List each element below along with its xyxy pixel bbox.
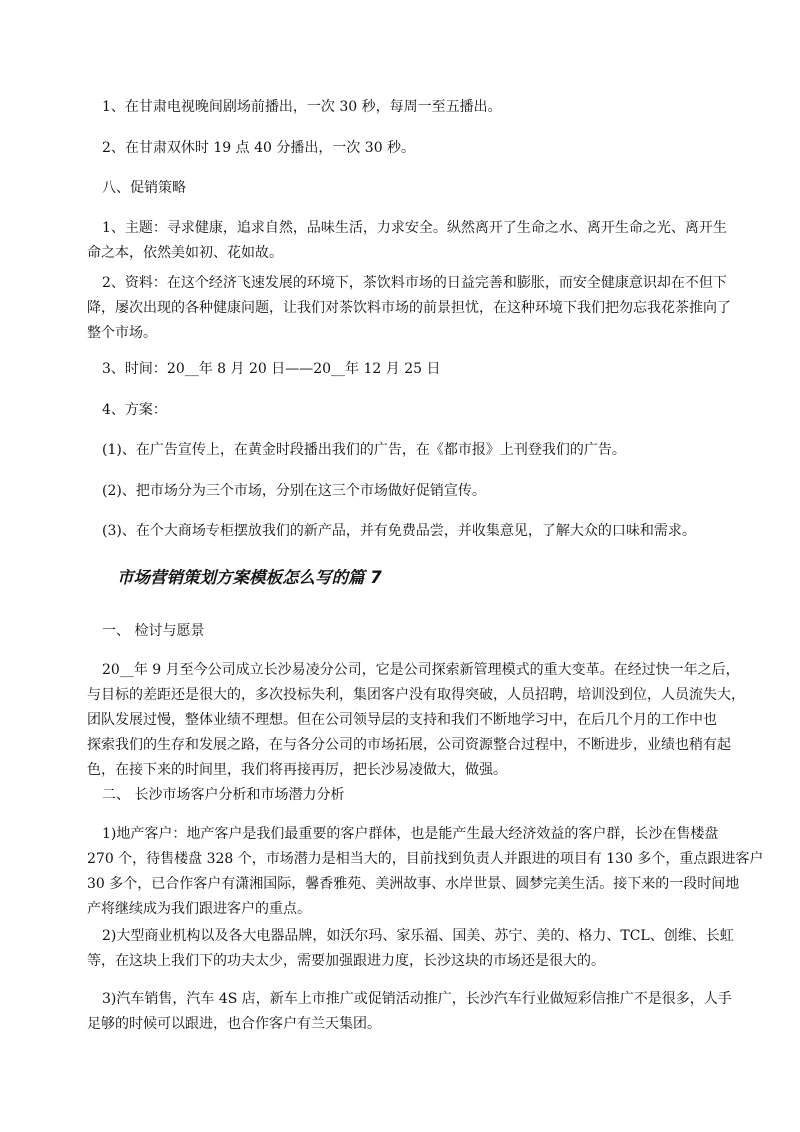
text-line: 3)汽车销售，汽车 4S 店，新车上市推广或促销活动推广，长沙汽车行业做短彩信推广不是很多，人手: [102, 991, 732, 1007]
text-line: 1)地产客户：地产客户是我们最重要的客户群体，也是能产生最大经济效益的客户群，长沙在售楼盘: [102, 826, 719, 842]
paragraph-plan: 4、方案：: [102, 402, 167, 418]
text-line: 2、资料：在这个经济飞速发展的环境下，茶饮料市场的日益完善和膨胀，而安全健康意识却在不但下: [102, 275, 727, 291]
text-line: 20__年 9 月至今公司成立长沙易凌分公司，它是公司探索新管理模式的重大变革。在经过快一年之后，: [102, 662, 740, 678]
text-line: 足够的时候可以跟进，也合作客户有兰天集团。: [87, 1016, 381, 1032]
paragraph-real-estate: [87, 822, 800, 922]
article-title: 市场营销策划方案模板怎么写的篇 7: [117, 568, 382, 587]
text-line: 整个市场。: [87, 325, 157, 341]
paragraph-material: [87, 271, 800, 346]
text-line: 1、主题：寻求健康，追求自然，品味生活，力求安全。纵然离开了生命之水、离开生命之光、离开生: [102, 220, 727, 236]
text-line: 产将继续成为我们跟进客户的重点。: [87, 901, 311, 917]
paragraph-auto: [87, 987, 800, 1037]
paragraph-time: 3、时间：20__年 8 月 20 日——20__年 12 月 25 日: [102, 361, 441, 377]
text-line: 团队发展过慢，整体业绩不理想。但在公司领导层的支持和我们不断地学习中，在后几个月的工作中也: [87, 712, 717, 728]
paragraph-theme: [87, 216, 800, 266]
text-line: 等，在这块上我们下的功夫太少，需要加强跟进力度，长沙这块的市场还是很大的。: [87, 953, 605, 969]
text-line: 270 个，待售楼盘 328 个，市场潜力是相当大的，目前找到负责人并跟进的项目有 130 多个，重点跟进客户: [87, 851, 764, 867]
paragraph-broadcast-2: 2、在甘肃双休时 19 点 40 分播出，一次 30 秒。: [102, 140, 416, 156]
paragraph-commercial: [87, 924, 800, 974]
section-heading-promotion: 八、促销策略: [102, 180, 186, 196]
text-line: 30 多个，已合作客户有潇湘国际，馨香雅苑、美洲故事、水岸世景、圆梦完美生活。接下来的一段时间地: [87, 876, 740, 892]
paragraph-review: [87, 658, 800, 783]
text-line: 色，在接下来的时间里，我们将再接再厉，把长沙易凌做大，做强。: [87, 762, 507, 778]
paragraph-broadcast-1: 1、在甘肃电视晚间剧场前播出，一次 30 秒，每周一至五播出。: [102, 99, 502, 115]
text-line: 2)大型商业机构以及各大电器品牌，如沃尔玛、家乐福、国美、苏宁、美的、格力、TCL、创维、长虹: [102, 928, 734, 944]
paragraph-plan-3: (3)、在个大商场专柜摆放我们的新产品，并有免费品尝，并收集意见，了解大众的口味和需求。: [102, 523, 696, 539]
section-heading-review: 一、 检讨与愿景: [102, 623, 205, 639]
paragraph-plan-1: (1)、在广告宣传上，在黄金时段播出我们的广告，在《都市报》上刊登我们的广告。: [102, 442, 626, 458]
text-line: 降，屡次出现的各种健康问题，让我们对茶饮料市场的前景担忧，在这种环境下我们把勿忘我花茶推向了: [87, 300, 731, 316]
section-heading-analysis: 二、 长沙市场客户分析和市场潜力分析: [102, 787, 345, 803]
text-line: 探索我们的生存和发展之路，在与各分公司的市场拓展，公司资源整合过程中，不断进步，业绩也稍有起: [87, 737, 731, 753]
paragraph-plan-2: (2)、把市场分为三个市场，分别在这三个市场做好促销宣传。: [102, 483, 486, 499]
text-line: 命之本，依然美如初、花如故。: [87, 245, 283, 261]
text-line: 与目标的差距还是很大的，多次投标失利，集团客户没有取得突破，人员招聘，培训没到位，人员流失大，: [87, 687, 745, 703]
